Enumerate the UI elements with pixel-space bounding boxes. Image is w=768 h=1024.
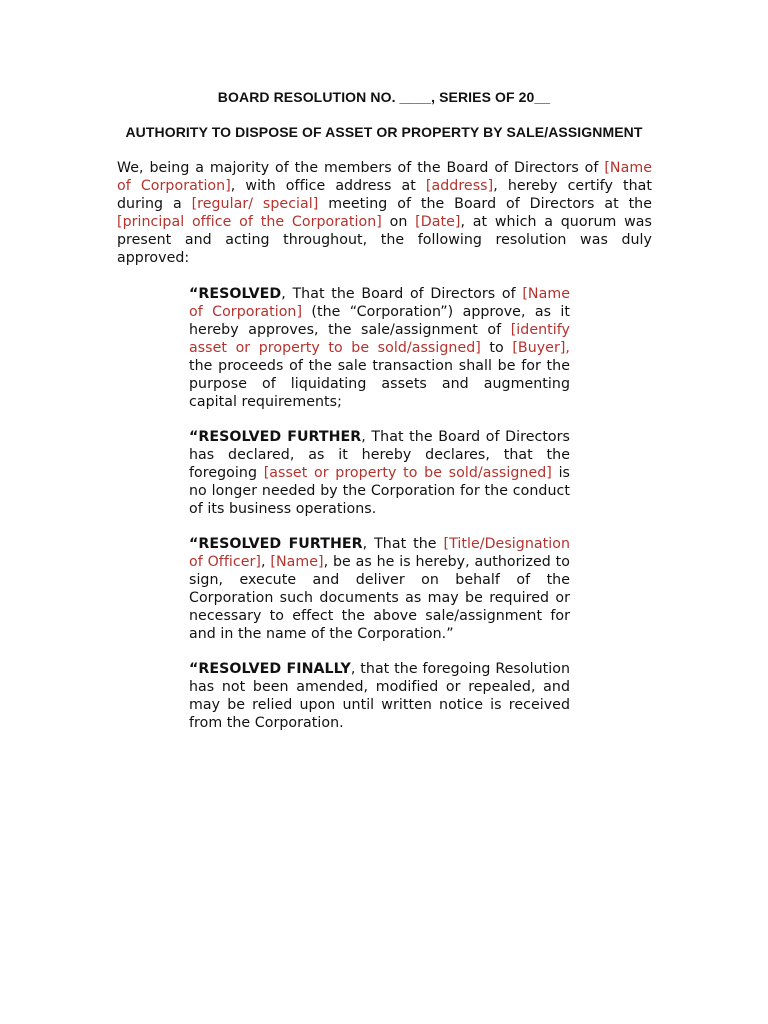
- placeholder-officer-title: [Title/Designation of Officer]: [189, 536, 570, 570]
- placeholder-asset: [identify asset or property to be sold/assigned]: [189, 322, 570, 356]
- resolution-text: , That the Board of Directors has declared, as it hereby declares, that the foregoing: [189, 429, 570, 481]
- open-quote: “: [189, 286, 199, 302]
- placeholder-meeting-type: [regular/ special]: [191, 196, 319, 212]
- resolution-text: is no longer needed by the Corporation for the conduct of its business operations.: [189, 465, 570, 517]
- placeholder-principal-office: [principal office of the Corporation]: [117, 214, 382, 230]
- placeholder-address: [address]: [425, 178, 494, 194]
- intro-text: meeting of the Board of Directors at the: [318, 196, 652, 212]
- intro-text: on: [381, 214, 416, 230]
- placeholder-corporation-name: [Name of Corporation]: [117, 160, 652, 194]
- open-quote: “: [189, 536, 199, 552]
- resolved-further-heading: RESOLVED FURTHER: [198, 429, 362, 445]
- resolution-paragraph-further-1: [189, 428, 570, 518]
- placeholder-officer-name: [Name]: [270, 554, 324, 570]
- resolved-finally-heading: RESOLVED FINALLY: [198, 661, 351, 677]
- resolution-text: , that the foregoing Resolution has not been amended, modified or repealed, and may be relied upon until written notice is received from the Corporation.: [189, 661, 571, 731]
- intro-text: , at which a quorum was present and acting throughout, the following resolution was duly approved:: [117, 214, 652, 266]
- resolution-paragraph-resolved: [189, 285, 570, 411]
- resolution-title: BOARD RESOLUTION NO. ____, SERIES OF 20__: [217, 89, 551, 105]
- resolved-further-heading: RESOLVED FURTHER: [198, 536, 363, 552]
- resolution-subtitle: AUTHORITY TO DISPOSE OF ASSET OR PROPERTY BY SALE/ASSIGNMENT: [125, 124, 643, 140]
- intro-text: , with office address at: [230, 178, 426, 194]
- placeholder-corporation-name: [Name of Corporation]: [189, 286, 570, 320]
- intro-text: , hereby certify that during a: [117, 178, 653, 212]
- resolution-text: the proceeds of the sale transaction shall be for the purpose of liquidating assets and augmenting capital requirements;: [189, 358, 570, 410]
- resolution-text: , be as he is hereby, authorized to sign, execute and deliver on behalf of the Corporation such documents as may be required or necessary to effect the above sale/assignment for and in the name of the Corporation.”: [189, 554, 570, 642]
- intro-text: We, being a majority of the members of the Board of Directors of: [117, 160, 605, 176]
- resolution-text: ,: [260, 554, 271, 570]
- intro-paragraph: [117, 159, 652, 267]
- placeholder-buyer: [Buyer],: [512, 340, 570, 356]
- placeholder-asset: [asset or property to be sold/assigned]: [263, 465, 552, 481]
- resolution-text: , That the Board of Directors of: [281, 286, 523, 302]
- resolution-text: to: [480, 340, 513, 356]
- open-quote: “: [189, 429, 199, 445]
- open-quote: “: [189, 661, 199, 677]
- resolution-text: , That the: [362, 536, 444, 552]
- resolved-heading: RESOLVED: [198, 286, 282, 302]
- resolution-paragraph-finally: [189, 660, 570, 732]
- placeholder-date: [Date]: [415, 214, 461, 230]
- resolution-text: (the “Corporation”) approve, as it hereby approves, the sale/assignment of: [189, 304, 570, 338]
- resolution-paragraph-further-2: [189, 535, 570, 643]
